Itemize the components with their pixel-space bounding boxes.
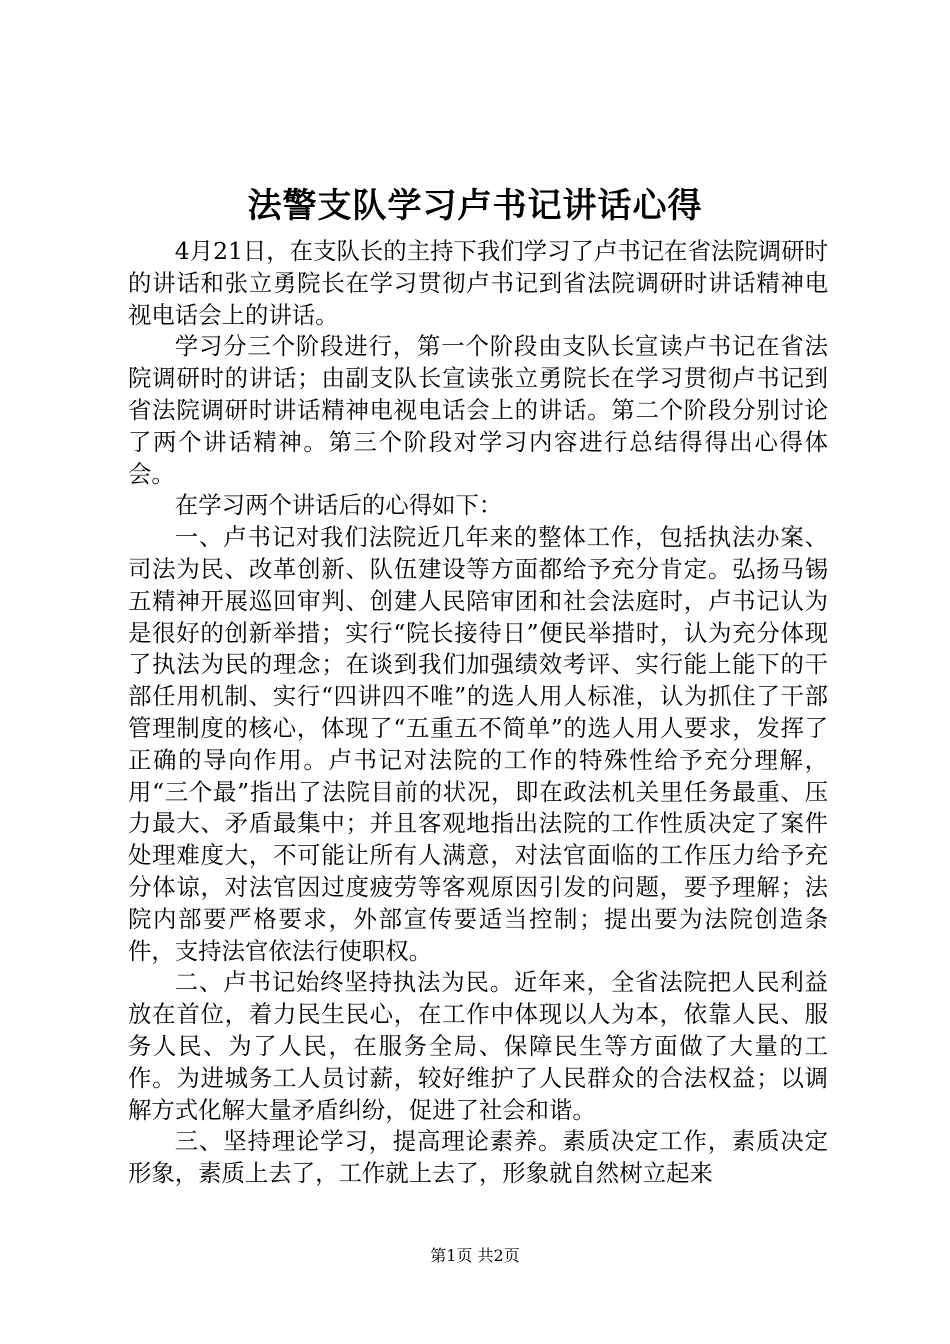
page-indicator: 第1页 共2页 — [430, 1246, 520, 1265]
paragraph: 一、卢书记对我们法院近几年来的整体工作，包括执法办案、司法为民、改革创新、队伍建设等方面都给予充分肯定。弘扬马锡五精神开展巡回审判、创建人民陪审团和社会法庭时，卢书记认为是很好的创新举措；实行“院长接待日”便民举措时，认为充分体现了执法为民的理念；在谈到我们加强绩效考评、实行能上能下的干部任用机制、实行“四讲四不唯”的选人用人标准，认为抓住了干部管理制度的核心，体现了“五重五不简单”的选人用人要求，发挥了正确的导向作用。卢书记对法院的工作的特殊性给予充分理解，用“三个最”指出了法院目前的状况，即在政法机关里任务最重、压力最大、矛盾最集中；并且客观地指出法院的工作性质决定了案件处理难度大，不可能让所有人满意，对法官面临的工作压力给予充分体谅，对法官因过度疲劳等客观原因引发的问题，要予理解；法院内部要严格要求，外部宣传要适当控制；提出要为法院创造条件，支持法官依法行使职权。 — [128, 523, 828, 965]
paragraph: 学习分三个阶段进行，第一个阶段由支队长宣读卢书记在省法院调研时的讲话；由副支队长宣读张立勇院长在学习贯彻卢书记到省法院调研时讲话精神电视电话会上的讲话。第二个阶段分别讨论了两个讲话精神。第三个阶段对学习内容进行总结得得出心得体会。 — [128, 332, 828, 488]
paragraph: 二、卢书记始终坚持执法为民。近年来，全省法院把人民利益放在首位，着力民生民心，在工作中体现以人为本，依靠人民、服务人民、为了人民，在服务全局、保障民生等方面做了大量的工作。为进城务工人员讨薪，较好维护了人民群众的合法权益；以调解方式化解大量矛盾纠纷，促进了社会和谐。 — [128, 968, 828, 1124]
document-title: 法警支队学习卢书记讲话心得 — [247, 186, 703, 226]
document-body — [128, 236, 828, 1190]
paragraph: 在学习两个讲话后的心得如下： — [174, 491, 503, 520]
paragraph: 三、坚持理论学习，提高理论素养。素质决定工作，素质决定形象，素质上去了，工作就上去了，形象就自然树立起来 — [128, 1127, 828, 1188]
paragraph: 4月21日，在支队长的主持下我们学习了卢书记在省法院调研时的讲话和张立勇院长在学习贯彻卢书记到省法院调研时讲话精神电视电话会上的讲话。 — [128, 237, 828, 329]
